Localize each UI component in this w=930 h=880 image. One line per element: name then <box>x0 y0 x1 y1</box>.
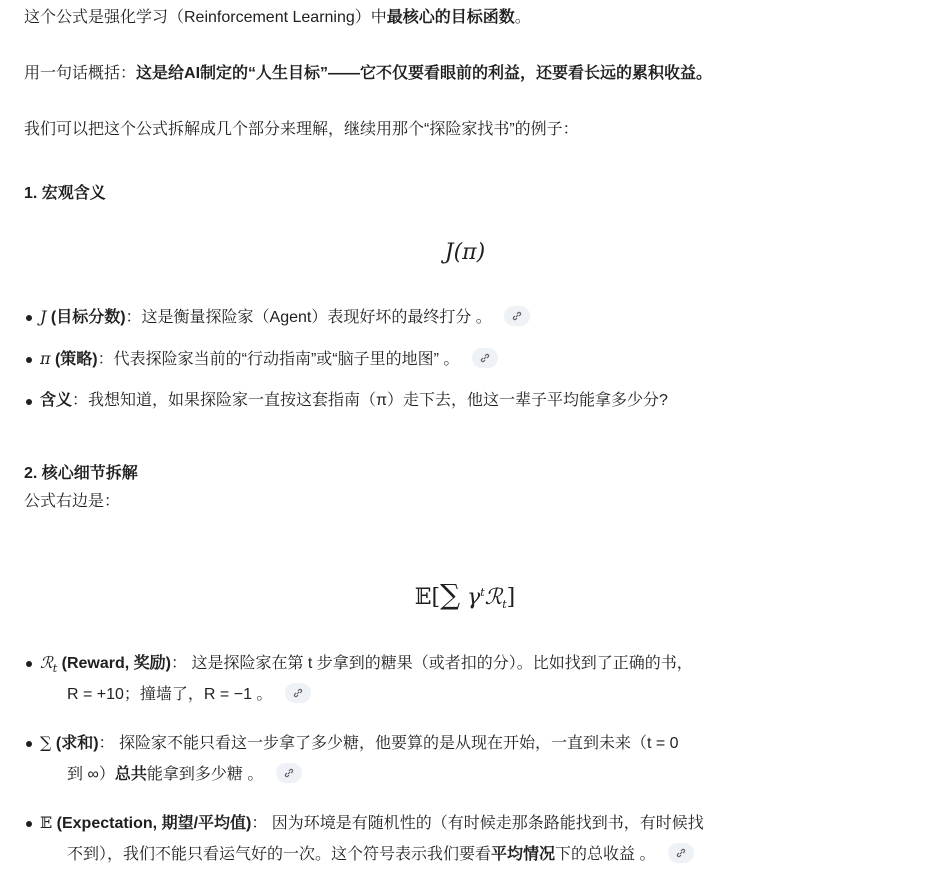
item-label: (求和) <box>55 735 99 752</box>
formula-text: ℛ <box>484 585 503 610</box>
math-symbol: J <box>40 307 47 326</box>
formula-text: 𝔼[ <box>414 585 441 610</box>
item-text: 能拿到多少糖 。 <box>146 766 264 783</box>
list-item <box>40 344 498 375</box>
formula-j-pi <box>0 240 930 265</box>
math-symbol: ℛ <box>40 653 53 672</box>
section-heading: 2. 核心细节拆解 <box>24 465 138 482</box>
math-symbol: π <box>40 349 51 368</box>
formula-expected-return <box>0 578 930 611</box>
item-label: 含义 <box>40 392 73 409</box>
item-text: ：代表探险家当前的“行动指南”或“脑子里的地图” 。 <box>97 351 460 368</box>
item-text: R = +10；撞墙了，R = −1 。 <box>67 686 273 703</box>
section-subtitle: 公式右边是： <box>24 493 121 510</box>
item-label: (策略) <box>54 351 98 368</box>
intro-text: 这个公式是强化学习（Reinforcement Learning）中 <box>24 9 387 26</box>
item-text: 不到），我们不能只看运气好的一次。这个符号表示我们要看 <box>67 846 492 863</box>
item-text: 到 ∞） <box>67 766 115 783</box>
link-icon[interactable] <box>668 843 694 863</box>
link-icon[interactable] <box>472 348 498 368</box>
math-symbol: 𝔼 <box>40 813 53 832</box>
item-label: (Expectation, 期望/平均值) <box>56 815 252 832</box>
intro-bold: 这是给AI制定的“人生目标”——它不仅要看眼前的利益，还要看长远的累积收益。 <box>136 65 713 82</box>
item-text: 下的总收益 。 <box>555 846 656 863</box>
link-icon[interactable] <box>504 306 530 326</box>
formula-text: γ <box>467 585 481 610</box>
formula-text: ] <box>506 585 516 610</box>
list-item <box>40 728 679 759</box>
list-item-continuation <box>67 680 311 710</box>
item-text: ： 这是探险家在第 t 步拿到的糖果（或者扣的分）。比如找到了正确的书， <box>171 655 693 672</box>
item-label: (目标分数) <box>50 309 126 326</box>
intro-paragraph-1 <box>24 6 531 30</box>
item-bold: 总共 <box>114 766 147 783</box>
list-item <box>40 302 530 333</box>
formula-text: t <box>480 586 485 599</box>
list-item-continuation <box>67 760 302 790</box>
intro-paragraph-3: 我们可以把这个公式拆解成几个部分来理解，继续用那个“探险家找书”的例子： <box>24 121 579 138</box>
formula-text: t <box>502 598 507 611</box>
intro-text: 用一句话概括： <box>24 65 137 82</box>
item-bold: 平均情况 <box>491 846 556 863</box>
list-item-continuation <box>67 840 694 870</box>
item-text: ：我想知道，如果探险家一直按这套指南（π）走下去，他这一辈子平均能拿多少分? <box>72 392 668 409</box>
math-symbol: ∑ <box>40 733 52 752</box>
list-item <box>40 808 704 839</box>
item-text: ： 因为环境是有随机性的（有时候走那条路能找到书，有时候找 <box>251 815 704 832</box>
formula-text: J(π) <box>444 240 486 265</box>
intro-bold: 最核心的目标函数 <box>386 9 515 26</box>
item-label: (Reward, 奖励) <box>61 655 171 672</box>
item-text: ：这是衡量探险家（Agent）表现好坏的最终打分 。 <box>125 309 492 326</box>
formula-text: ∑ <box>440 578 461 611</box>
list-item <box>40 386 668 416</box>
math-symbol: t <box>52 662 58 675</box>
list-item <box>40 648 693 684</box>
link-icon[interactable] <box>276 763 302 783</box>
intro-paragraph-2 <box>24 62 712 86</box>
intro-text: 。 <box>514 9 531 26</box>
item-text: ： 探险家不能只看这一步拿了多少糖，他要算的是从现在开始，一直到未来（t = 0 <box>98 735 679 752</box>
section-heading: 1. 宏观含义 <box>24 185 106 202</box>
link-icon[interactable] <box>285 683 311 703</box>
